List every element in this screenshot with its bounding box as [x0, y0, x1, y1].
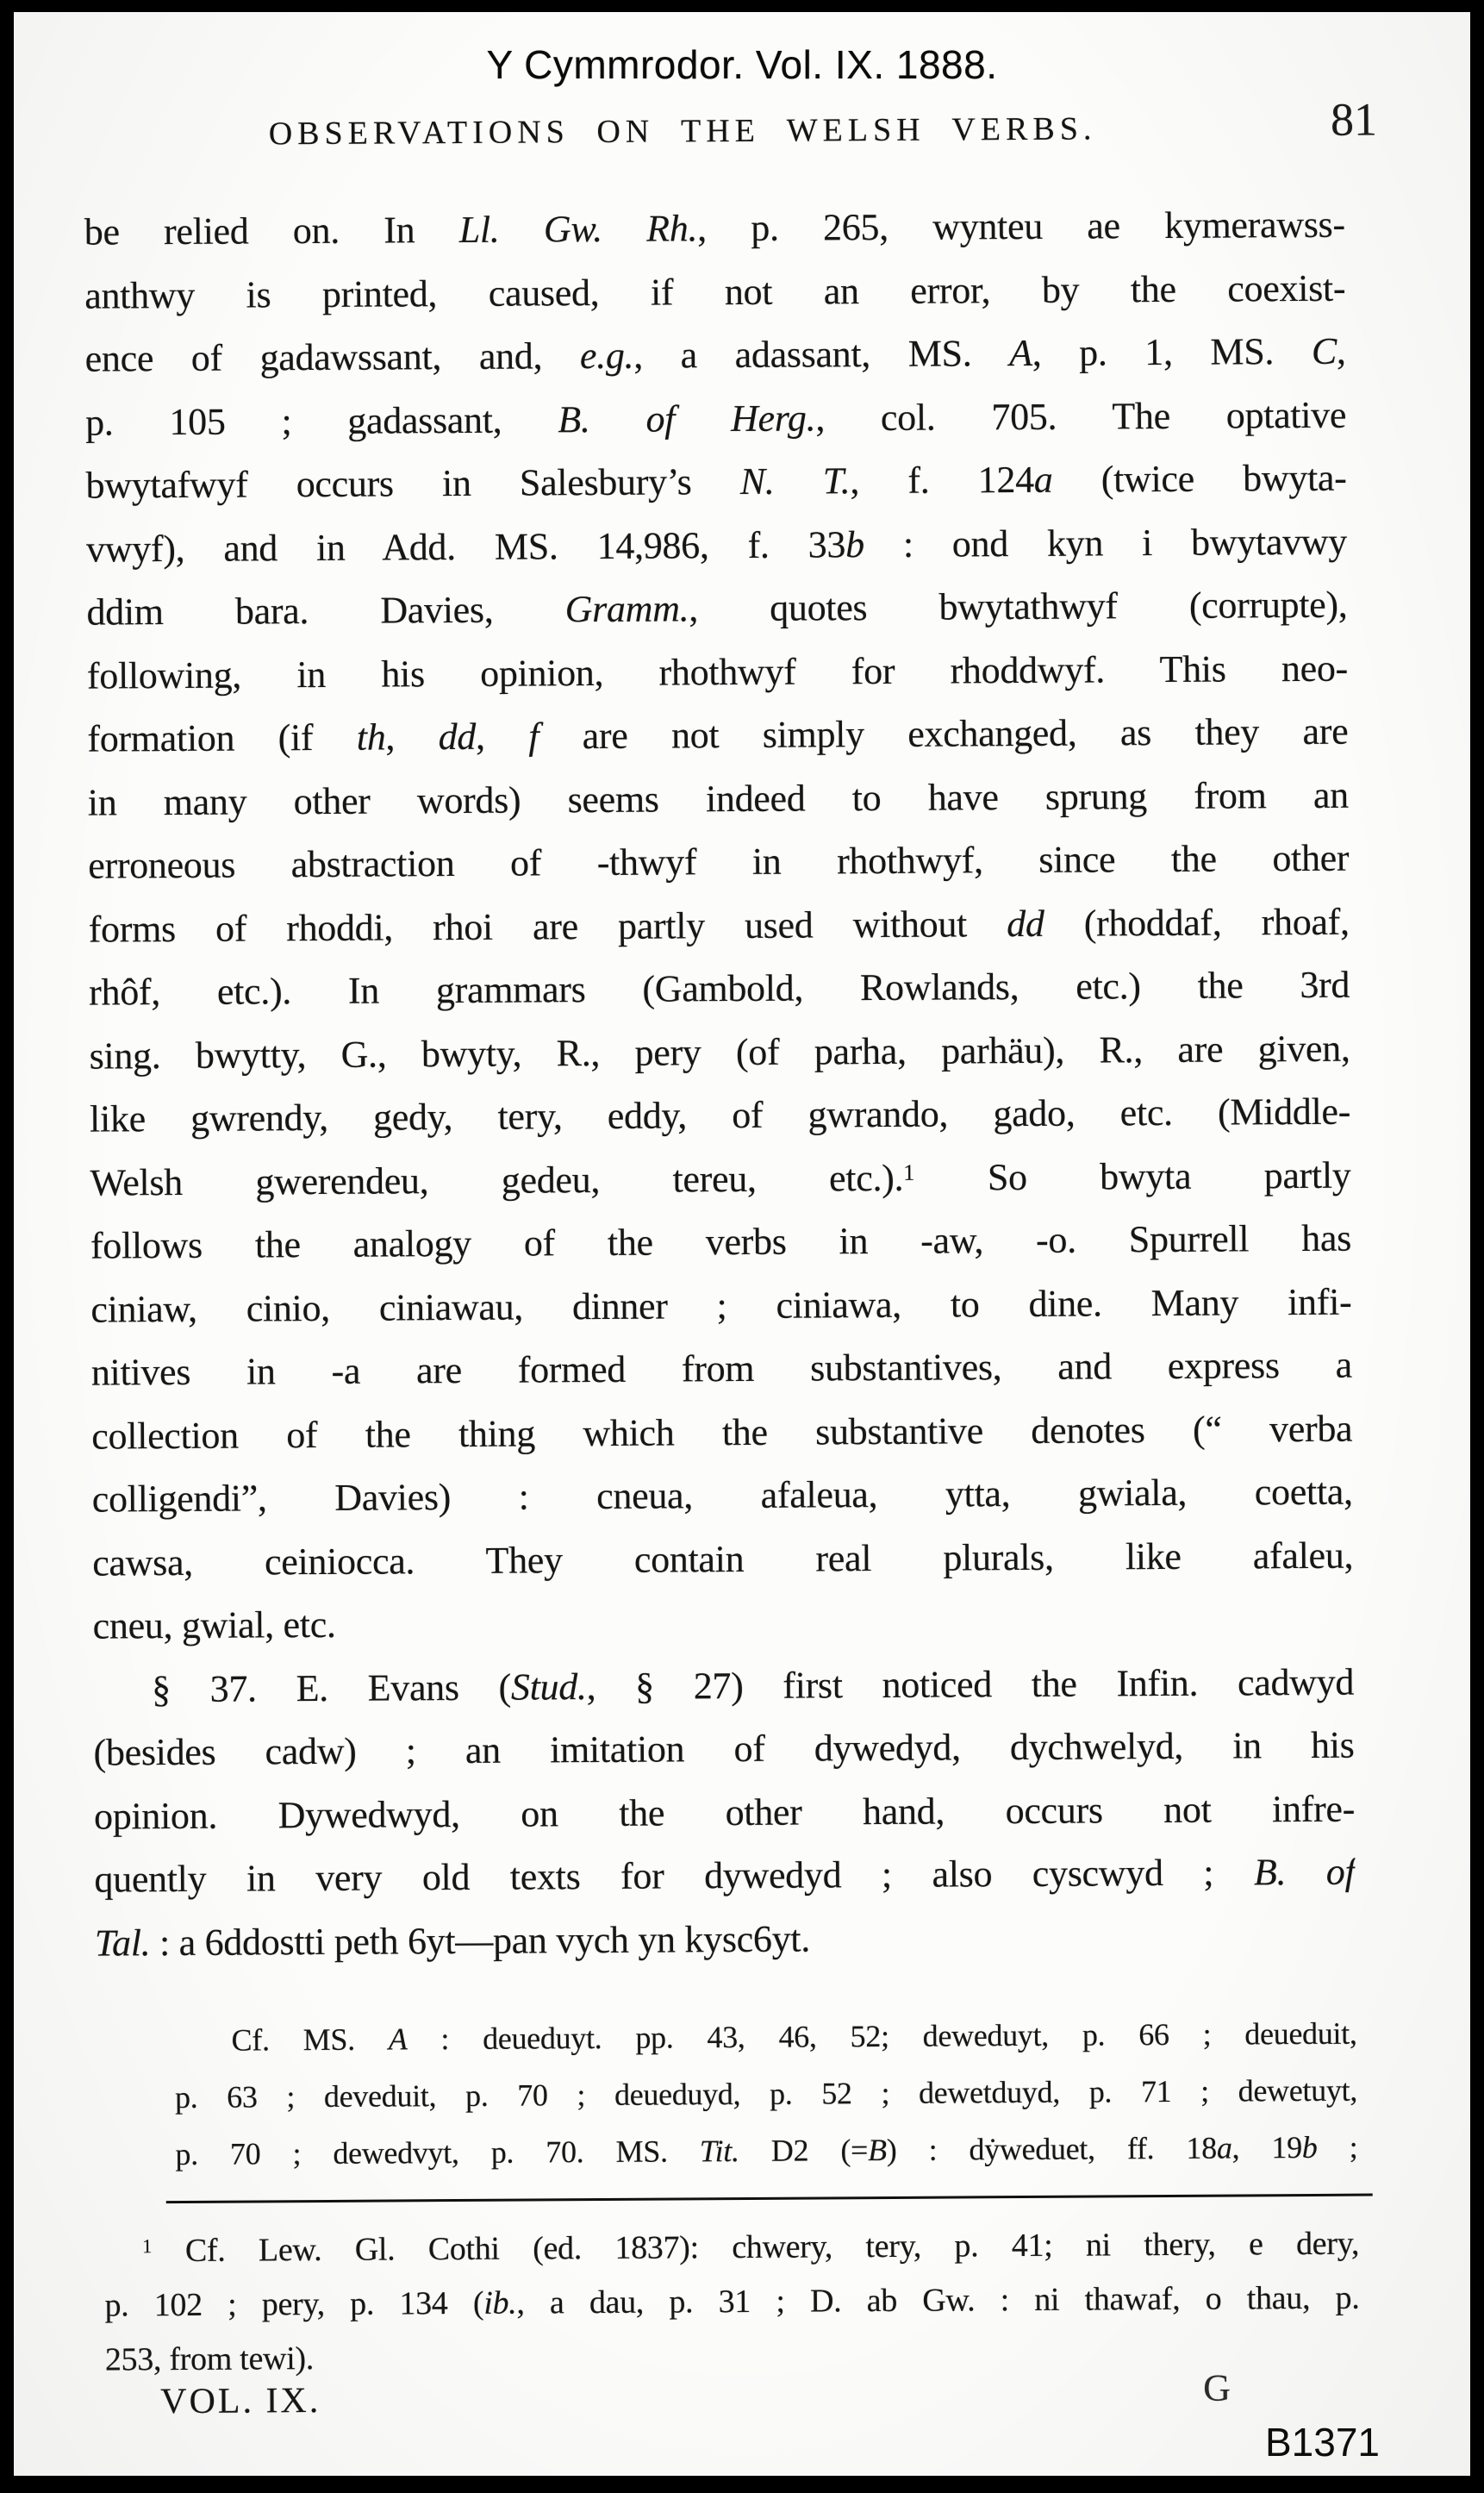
text-line: sing. bwytty, G., bwyty, R., pery (of parha, parhäu), R., are given,	[89, 1027, 1350, 1078]
body-text	[84, 193, 1356, 1975]
text-line: Welsh gwerendeu, gedeu, tereu, etc.).$^1$ So bwyta partly	[90, 1153, 1351, 1204]
text-line: colligendi”, Davies) : cneua, afaleua, ytta, gwiala, coetta,	[91, 1470, 1353, 1521]
text-line: Cf. MS. A : deueduyt. pp. 43, 46, 52; deweduyt, p. 66 ; deueduit,	[231, 2015, 1357, 2058]
digitization-header: Y Cymmrodor. Vol. IX. 1888.	[486, 42, 998, 87]
text-line: rhôf, etc.). In grammars (Gambold, Rowlands, etc.) the 3rd	[89, 963, 1350, 1014]
text-line: opinion. Dywedwyd, on the other hand, occurs not infre-	[93, 1787, 1356, 1838]
text-line: forms of rhoddi, rhoi are partly used without dd (rhoddaf, rhoaf,	[88, 900, 1350, 951]
text-line: ciniaw, cinio, ciniawau, dinner ; ciniawa, to dine. Many infi-	[90, 1280, 1352, 1331]
text-line: following, in his opinion, rhothwyf for rhoddwyf. This neo-	[86, 647, 1349, 697]
text-line: quently in very old texts for dywedyd ; also cyscwyd ; B. of	[94, 1850, 1356, 1901]
text-line: ence of gadawssant, and, e.g., a adassant, MS. A, p. 1, MS. C,	[84, 329, 1346, 380]
page-number: 81	[1330, 93, 1378, 146]
footnote-block	[104, 2217, 1360, 2388]
text-line: ddim bara. Davies, Gramm., quotes bwytathwyf (corrupte),	[86, 583, 1348, 634]
text-line: anthwy is printed, caused, if not an error, by the coexist-	[84, 266, 1346, 317]
text-line: vwyf), and in Add. MS. 14,986, f. 33b : ond kyn i bwytavwy	[85, 520, 1348, 571]
text-line: in many other words) seems indeed to have sprung from an	[87, 773, 1349, 824]
text-line: bwytafwyf occurs in Salesbury’s N. T., f. 124a (twice bwyta-	[85, 456, 1347, 507]
citation-block	[174, 2005, 1357, 2183]
text-line: cawsa, ceiniocca. They contain real plurals, like afaleu,	[92, 1534, 1354, 1584]
text-line: collection of the thing which the substantive denotes (“ verba	[91, 1407, 1353, 1458]
text-line: cneu, gwial, etc.	[92, 1603, 336, 1647]
text-line: p. 70 ; dewedvyt, p. 70. MS. Tit. D2 (=B) : dẏweduet, ff. 18a, 19b ;	[175, 2129, 1358, 2172]
text-line: be relied on. In Ll. Gw. Rh., p. 265, wynteu ae kymerawss-	[84, 203, 1345, 253]
text-line: (besides cadw) ; an imitation of dywedyd, dychwelyd, in his	[93, 1723, 1355, 1774]
text-line: p. 105 ; gadassant, B. of Herg., col. 705. The optative	[84, 393, 1347, 444]
text-line: Tal. : a 6ddostti peth 6yt—pan vych yn kysc6yt.	[94, 1917, 811, 1965]
text-line: 253, from tewi).	[104, 2340, 315, 2378]
text-line: $^1$ Cf. Lew. Gl. Cothi (ed. 1837): chwery, tery, p. 41; ni thery, e dery,	[141, 2225, 1360, 2270]
shelf-mark-label: B1371	[1265, 2420, 1381, 2465]
running-head: OBSERVATIONS ON THE WELSH VERBS.	[268, 110, 1097, 153]
text-line: follows the analogy of the verbs in -aw, -o. Spurrell has	[90, 1216, 1352, 1267]
text-line: nitives in -a are formed from substantives, and express a	[90, 1343, 1353, 1394]
text-line: § 37. E. Evans (Stud., § 27) first noticed the Infin. cadwyd	[151, 1660, 1355, 1710]
footer-volume-label: VOL. IX.	[160, 2381, 321, 2422]
text-line: erroneous abstraction of -thwyf in rhothwyf, since the other	[88, 836, 1350, 887]
text-line: p. 102 ; pery, p. 134 (ib., a dau, p. 31 ; D. ab Gw. : ni thawaf, o thau, p.	[104, 2279, 1360, 2324]
text-line: formation (if th, dd, f are not simply exchanged, as they are	[87, 709, 1349, 760]
text-line: like gwrendy, gedy, tery, eddy, of gwrando, gado, etc. (Middle-	[89, 1090, 1351, 1140]
text-line: p. 63 ; deveduit, p. 70 ; deueduyd, p. 52 ; dewetduyd, p. 71 ; dewetuyt,	[174, 2072, 1358, 2115]
footnote-rule	[166, 2194, 1373, 2204]
printer-signature-mark: G	[1202, 2366, 1231, 2409]
